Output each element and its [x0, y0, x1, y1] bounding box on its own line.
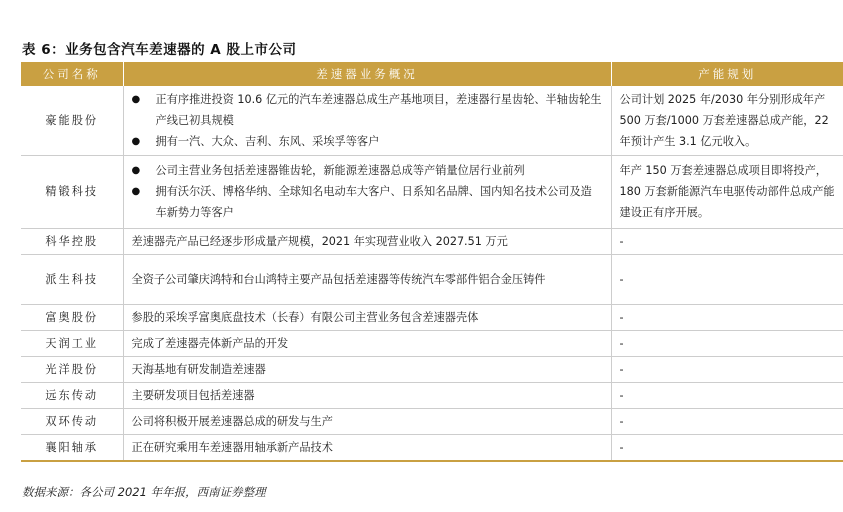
company-name: 光洋股份	[21, 356, 123, 382]
table-row	[21, 330, 843, 356]
header-capacity: 产能规划	[611, 62, 843, 86]
capacity-cell: -	[611, 408, 843, 434]
header-business: 差速器业务概况	[123, 62, 611, 86]
bullet-item: ● 公司主营业务包括差速器锥齿轮，新能源差速器总成等产销量位居行业前列	[132, 160, 603, 181]
capacity-cell: -	[611, 254, 843, 304]
table-title: 表 6：业务包含汽车差速器的 A 股上市公司	[22, 42, 297, 58]
table-row	[21, 155, 843, 228]
business-cell: 正在研究乘用车差速器用轴承新产品技术	[123, 434, 611, 461]
company-name: 派生科技	[21, 254, 123, 304]
company-name: 精锻科技	[21, 155, 123, 228]
header-company: 公司名称	[21, 62, 123, 86]
data-source-note: 数据来源：各公司 2021 年年报，西南证券整理	[22, 485, 266, 499]
company-name: 天润工业	[21, 330, 123, 356]
business-cell: 全资子公司肇庆鸿特和台山鸿特主要产品包括差速器等传统汽车零部件铝合金压铸件	[123, 254, 611, 304]
capacity-cell: -	[611, 356, 843, 382]
capacity-cell: 公司计划 2025 年/2030 年分别形成年产 500 万套/1000 万套差速器总成产能，22 年预计产生 3.1 亿元收入。	[611, 86, 843, 155]
company-name: 豪能股份	[21, 86, 123, 155]
business-cell: 参股的采埃孚富奥底盘技术（长春）有限公司主营业务包含差速器壳体	[123, 304, 611, 330]
table-row	[21, 408, 843, 434]
table-row	[21, 228, 843, 254]
company-table	[21, 62, 843, 462]
table-row	[21, 434, 843, 461]
capacity-cell: -	[611, 228, 843, 254]
business-cell: 完成了差速器壳体新产品的开发	[123, 330, 611, 356]
company-name: 远东传动	[21, 382, 123, 408]
capacity-cell: -	[611, 304, 843, 330]
table-row	[21, 304, 843, 330]
business-cell	[123, 155, 611, 228]
table-header-row	[21, 62, 843, 86]
table-row	[21, 356, 843, 382]
company-name: 襄阳轴承	[21, 434, 123, 461]
business-cell: 差速器壳产品已经逐步形成量产规模，2021 年实现营业收入 2027.51 万元	[123, 228, 611, 254]
business-cell: 公司将积极开展差速器总成的研发与生产	[123, 408, 611, 434]
capacity-cell: -	[611, 434, 843, 461]
bullet-item: ● 正有序推进投资 10.6 亿元的汽车差速器总成生产基地项目，差速器行星齿轮、半轴齿轮生产线已初具规模	[132, 89, 603, 131]
company-name: 科华控股	[21, 228, 123, 254]
capacity-cell: 年产 150 万套差速器总成项目即将投产，180 万套新能源汽车电驱传动部件总成产能建设正有序开展。	[611, 155, 843, 228]
company-name: 双环传动	[21, 408, 123, 434]
capacity-cell: -	[611, 382, 843, 408]
bullet-item: ● 拥有一汽、大众、吉利、东风、采埃孚等客户	[132, 131, 603, 152]
capacity-cell: -	[611, 330, 843, 356]
business-cell: 天海基地有研发制造差速器	[123, 356, 611, 382]
business-cell: 主要研发项目包括差速器	[123, 382, 611, 408]
table-row	[21, 382, 843, 408]
business-cell	[123, 86, 611, 155]
bullet-item: ● 拥有沃尔沃、博格华纳、全球知名电动车大客户、日系知名品牌、国内知名技术公司及造车新势力等客户	[132, 181, 603, 223]
company-name: 富奥股份	[21, 304, 123, 330]
table-row	[21, 86, 843, 155]
table-row	[21, 254, 843, 304]
